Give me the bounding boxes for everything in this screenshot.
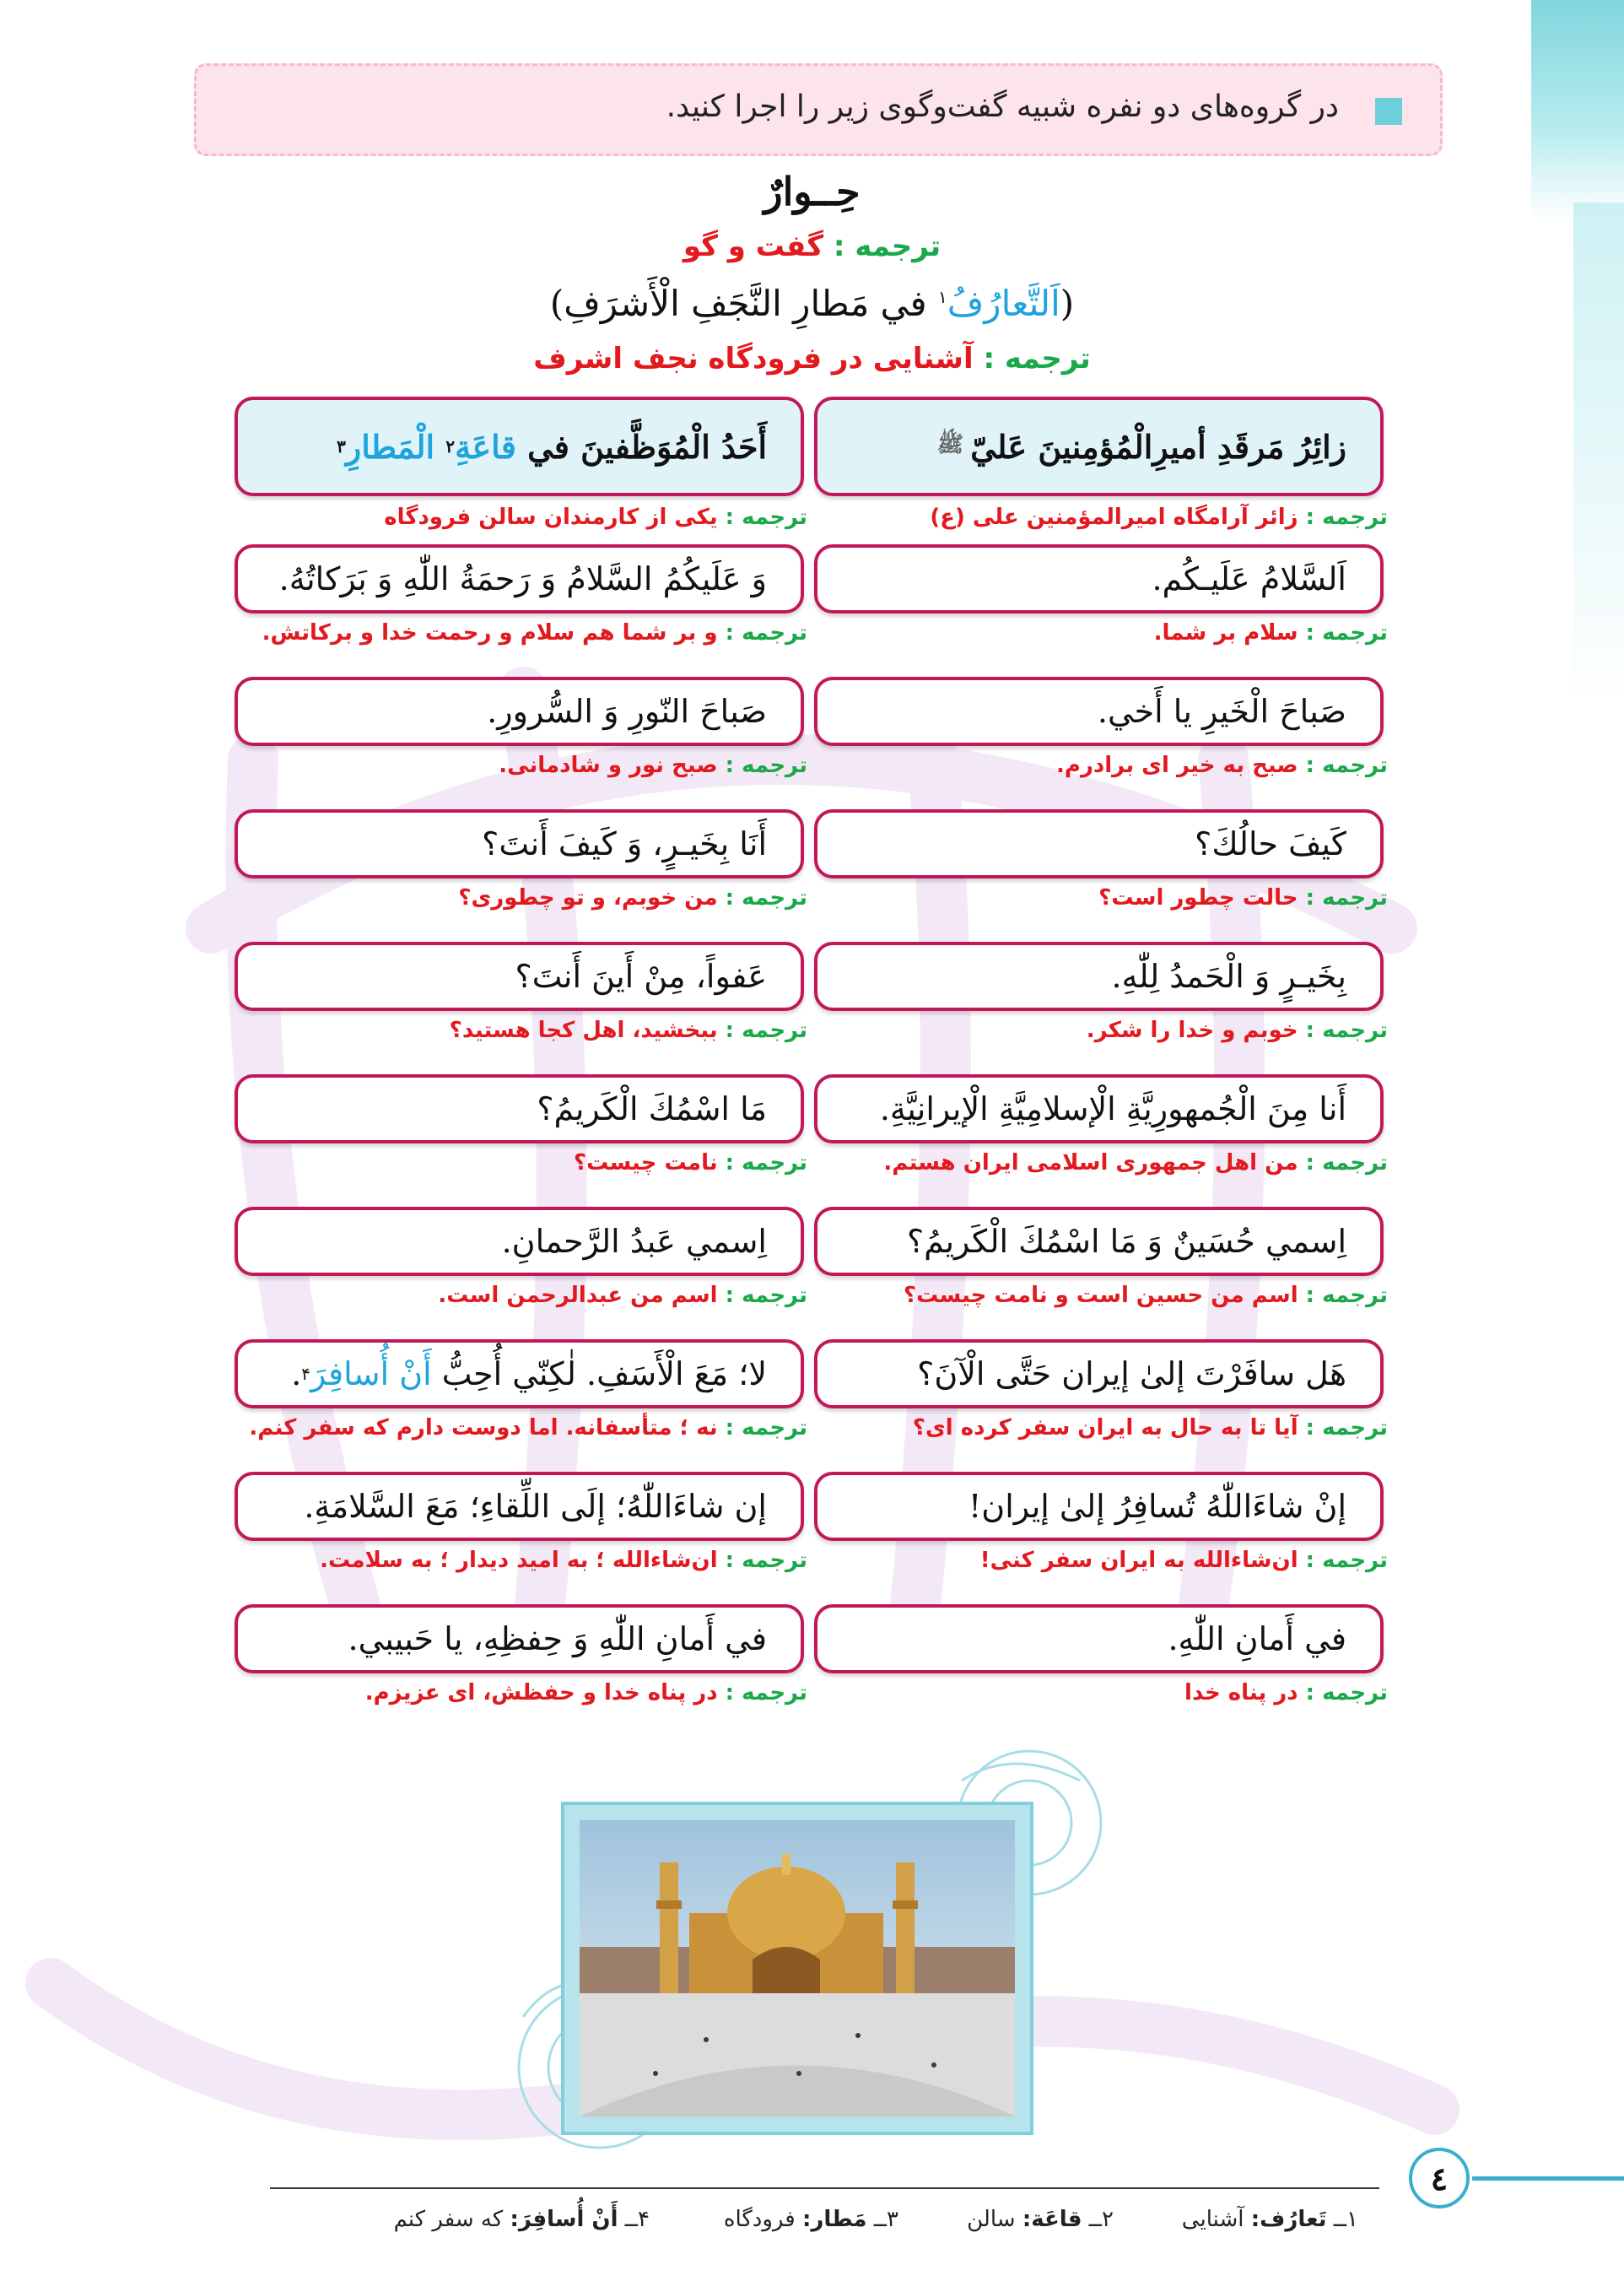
translation-visitor	[1184, 1680, 1388, 1705]
translation-visitor	[913, 1415, 1388, 1441]
footnote-4: ۴ــ أَنْ أُسافِرَ: که سفر کنم	[393, 2207, 650, 2232]
translation-employee	[249, 1415, 807, 1441]
visitor-line-box	[814, 1207, 1384, 1276]
speaker-visitor: زائِرُ مَرقَدِ أميرِالْمُؤمِنينَ عَليّ	[970, 427, 1346, 466]
translation-label: ترجمه :	[1305, 620, 1388, 646]
translation-employee	[574, 1150, 807, 1176]
translation-label: ترجمه :	[725, 753, 807, 778]
translation-label: ترجمه :	[725, 1283, 807, 1308]
translation-label: ترجمه :	[1305, 1548, 1388, 1573]
translation-text: گفت و گو	[683, 230, 823, 263]
visitor-line-box	[814, 1339, 1384, 1408]
translation-text: من اهل جمهوری اسلامی ایران هستم.	[883, 1150, 1298, 1176]
translation-visitor	[1056, 753, 1388, 778]
visitor-line-box	[814, 677, 1384, 746]
dialogue-subtitle-translation	[0, 342, 1624, 376]
footnote-rule	[270, 2187, 1379, 2189]
translation-label: ترجمه :	[833, 230, 941, 263]
instruction-banner	[194, 63, 1443, 156]
footnote-mark: ۴	[301, 1364, 311, 1384]
paren-open: (	[1060, 283, 1075, 324]
translation-text: اسم من حسین است و نامت چیست؟	[904, 1283, 1298, 1308]
translation-text: ان‌شاءالله ؛ به امید دیدار ؛ به سلامت.	[320, 1548, 718, 1573]
translation-text: در پناه خدا و حفظش، ای عزیزم.	[364, 1680, 718, 1705]
visitor-line: اَلسَّلامُ عَلَيـكُم.	[1152, 560, 1346, 597]
employee-line-box	[235, 1472, 804, 1541]
translation-text: ببخشید، اهل کجا هستید؟	[449, 1018, 718, 1043]
visitor-line-box	[814, 1074, 1384, 1143]
translation-visitor	[883, 1150, 1388, 1176]
shrine-photo-frame	[561, 1802, 1033, 2135]
translation-text: من خوبم، و تو چطوری؟	[458, 885, 718, 911]
translation-label: ترجمه :	[1305, 1680, 1388, 1705]
word-mataar: الْمَطارِ	[345, 427, 435, 466]
translation-employee: ترجمه : یکی از کارمندان سالن فرودگاه	[384, 505, 807, 530]
word-usafir: أَنْ أُسافِرَ	[310, 1355, 432, 1392]
employee-line-box	[235, 942, 804, 1011]
translation-label: ترجمه :	[1305, 1415, 1388, 1441]
translation-employee	[450, 1018, 807, 1043]
footnote-mark: ۳	[337, 436, 346, 457]
footnote-mark: ۲	[445, 436, 456, 457]
translation-visitor	[1087, 1018, 1388, 1043]
dialogue-title-translation	[0, 230, 1624, 263]
translation-text: آیا تا به حال به ایران سفر کرده ای؟	[912, 1415, 1298, 1441]
translation-text: خوبم و خدا را شکر.	[1086, 1018, 1298, 1043]
subtitle-word-taaruf: اَلتَّعارُفُ	[947, 283, 1060, 324]
employee-line: وَ عَلَيكُمُ السَّلامُ وَ رَحمَةُ اللّٰهِ وَ بَرَكاتُهُ.	[278, 560, 767, 597]
page-number-line	[1472, 2176, 1624, 2181]
speaker-visitor-box	[814, 397, 1384, 496]
employee-line: اِسمي عَبدُ الرَّحمانِ.	[501, 1223, 767, 1260]
translation-employee	[499, 753, 807, 778]
translation-employee	[262, 620, 807, 646]
translation-text: سلام بر شما.	[1153, 620, 1298, 646]
translation-employee	[320, 1548, 807, 1573]
visitor-line: صَباحَ الْخَيرِ يا أَخي.	[1097, 693, 1346, 730]
employee-line: مَا اسْمُكَ الْكَريمُ؟	[537, 1090, 767, 1127]
footnote-3: ۳ــ مَطار: فرودگاه	[723, 2207, 898, 2232]
translation-text: آشنایی در فرودگاه نجف اشرف	[533, 342, 974, 376]
translation-label: ترجمه :	[1305, 1018, 1388, 1043]
honorific-icon: ﷺ	[936, 432, 964, 457]
employee-line-box	[235, 1339, 804, 1408]
visitor-line-box	[814, 942, 1384, 1011]
shrine-photo	[580, 1820, 1015, 2116]
translation-label: ترجمه :	[725, 620, 807, 646]
translation-visitor	[904, 1283, 1388, 1308]
translation-employee	[458, 885, 807, 911]
translation-employee	[438, 1283, 807, 1308]
visitor-line-box	[814, 544, 1384, 614]
translation-visitor	[1154, 620, 1388, 646]
visitor-line: كَيفَ حالُكَ؟	[1195, 825, 1346, 862]
translation-text: در پناه خدا	[1184, 1680, 1298, 1705]
translation-label: ترجمه :	[725, 1415, 807, 1441]
employee-line-box	[235, 1207, 804, 1276]
translation-label: ترجمه :	[725, 1018, 807, 1043]
employee-line: صَباحَ النّورِ وَ السُّرورِ.	[487, 693, 767, 730]
footnote-mark: ۱	[938, 287, 947, 307]
instruction-text: در گروه‌های دو نفره شبیه گفت‌وگوی زیر را اجرا کنید.	[666, 89, 1339, 124]
translation-text: نه ؛ متأسفانه. اما دوست دارم که سفر کنم.	[249, 1415, 718, 1441]
visitor-line: هَل سافَرْتَ إلىٰ إيران حَتَّى الْآنَ؟	[917, 1355, 1346, 1392]
employee-line-box	[235, 677, 804, 746]
dialogue-title: حِــوارٌ	[763, 169, 861, 214]
period: .	[291, 1355, 302, 1392]
translation-visitor	[1098, 885, 1388, 911]
translation-text: صبح به خیر ای برادرم.	[1056, 753, 1298, 778]
translation-label: ترجمه :	[725, 1548, 807, 1573]
corner-fade	[1573, 203, 1624, 709]
bullet-square-icon	[1375, 98, 1402, 125]
translation-label: ترجمه :	[1305, 753, 1388, 778]
translation-visitor	[980, 1548, 1388, 1573]
word-qaa: قاعَةِ	[455, 427, 516, 466]
translation-label: ترجمه :	[725, 1150, 807, 1176]
translation-label: ترجمه :	[725, 885, 807, 911]
employee-line-box	[235, 809, 804, 878]
employee-line: إن شاءَاللّٰهُ؛ إلَى اللِّقاءِ؛ مَعَ السَّلامَةِ.	[304, 1488, 767, 1525]
employee-line: أَنَا بِخَيـرٍ، وَ كَيفَ أَنتَ؟	[482, 825, 767, 862]
employee-line-box	[235, 1604, 804, 1673]
translation-label: ترجمه :	[1305, 885, 1388, 911]
speaker-employee-box	[235, 397, 804, 496]
visitor-line: بِخَيـرٍ وَ الْحَمدُ لِلّٰهِ.	[1111, 958, 1346, 995]
footnote-2: ۲ــ قاعَة: سالن	[967, 2207, 1114, 2232]
translation-visitor: ترجمه : زائر آرامگاه امیرالمؤمنین علی (ع)	[930, 505, 1388, 530]
translation-text: حالت چطور است؟	[1098, 885, 1298, 911]
translation-text: ان‌شاءالله به ایران سفر کنی!	[979, 1548, 1298, 1573]
subtitle-rest: في مَطارِ النَّجَفِ الْأَشرَفِ	[564, 283, 927, 324]
translation-label: ترجمه :	[1305, 1150, 1388, 1176]
employee-line: عَفواً، مِنْ أَينَ أَنتَ؟	[515, 958, 767, 995]
visitor-line: اِسمي حُسَينٌ وَ مَا اسْمُكَ الْكَريمُ؟	[906, 1223, 1346, 1260]
visitor-line: أَنا مِنَ الْجُمهورِيَّةِ الْإسلامِيَّةِ الْإيرانِيَّةِ.	[879, 1090, 1346, 1127]
visitor-line-box	[814, 809, 1384, 878]
translation-label: ترجمه :	[983, 342, 1091, 376]
employee-line: في أَمانِ اللّٰهِ وَ حِفظِهِ، يا حَبيبي.	[348, 1620, 767, 1657]
employee-line: لا؛ مَعَ الْأَسَفِ. لٰكِنّي أُحِبُّ	[441, 1355, 767, 1392]
paren-close: )	[549, 283, 564, 324]
translation-employee	[365, 1680, 807, 1705]
employee-line-box	[235, 544, 804, 614]
footnote-1: ۱ــ تَعارُف: آشنایی	[1181, 2207, 1358, 2232]
translation-text: نامت چیست؟	[573, 1150, 718, 1176]
visitor-line-box	[814, 1604, 1384, 1673]
translation-text: اسم من عبدالرحمن است.	[438, 1283, 718, 1308]
translation-text: صبح نور و شادمانی.	[499, 753, 718, 778]
visitor-line-box	[814, 1472, 1384, 1541]
employee-line-box	[235, 1074, 804, 1143]
translation-label: ترجمه :	[725, 1680, 807, 1705]
dialogue-subtitle	[0, 283, 1624, 324]
translation-text: و بر شما هم سلام و رحمت خدا و برکاتش.	[262, 620, 718, 646]
visitor-line: إنْ شاءَاللّٰهُ تُسافِرُ إلىٰ إيران!	[968, 1488, 1346, 1525]
visitor-line: في أَمانِ اللّٰهِ.	[1168, 1620, 1346, 1657]
speaker-employee: أَحَدُ الْمُوَظَّفينَ في	[527, 427, 767, 466]
page-number: ٤	[1409, 2148, 1470, 2208]
translation-label: ترجمه :	[1305, 1283, 1388, 1308]
